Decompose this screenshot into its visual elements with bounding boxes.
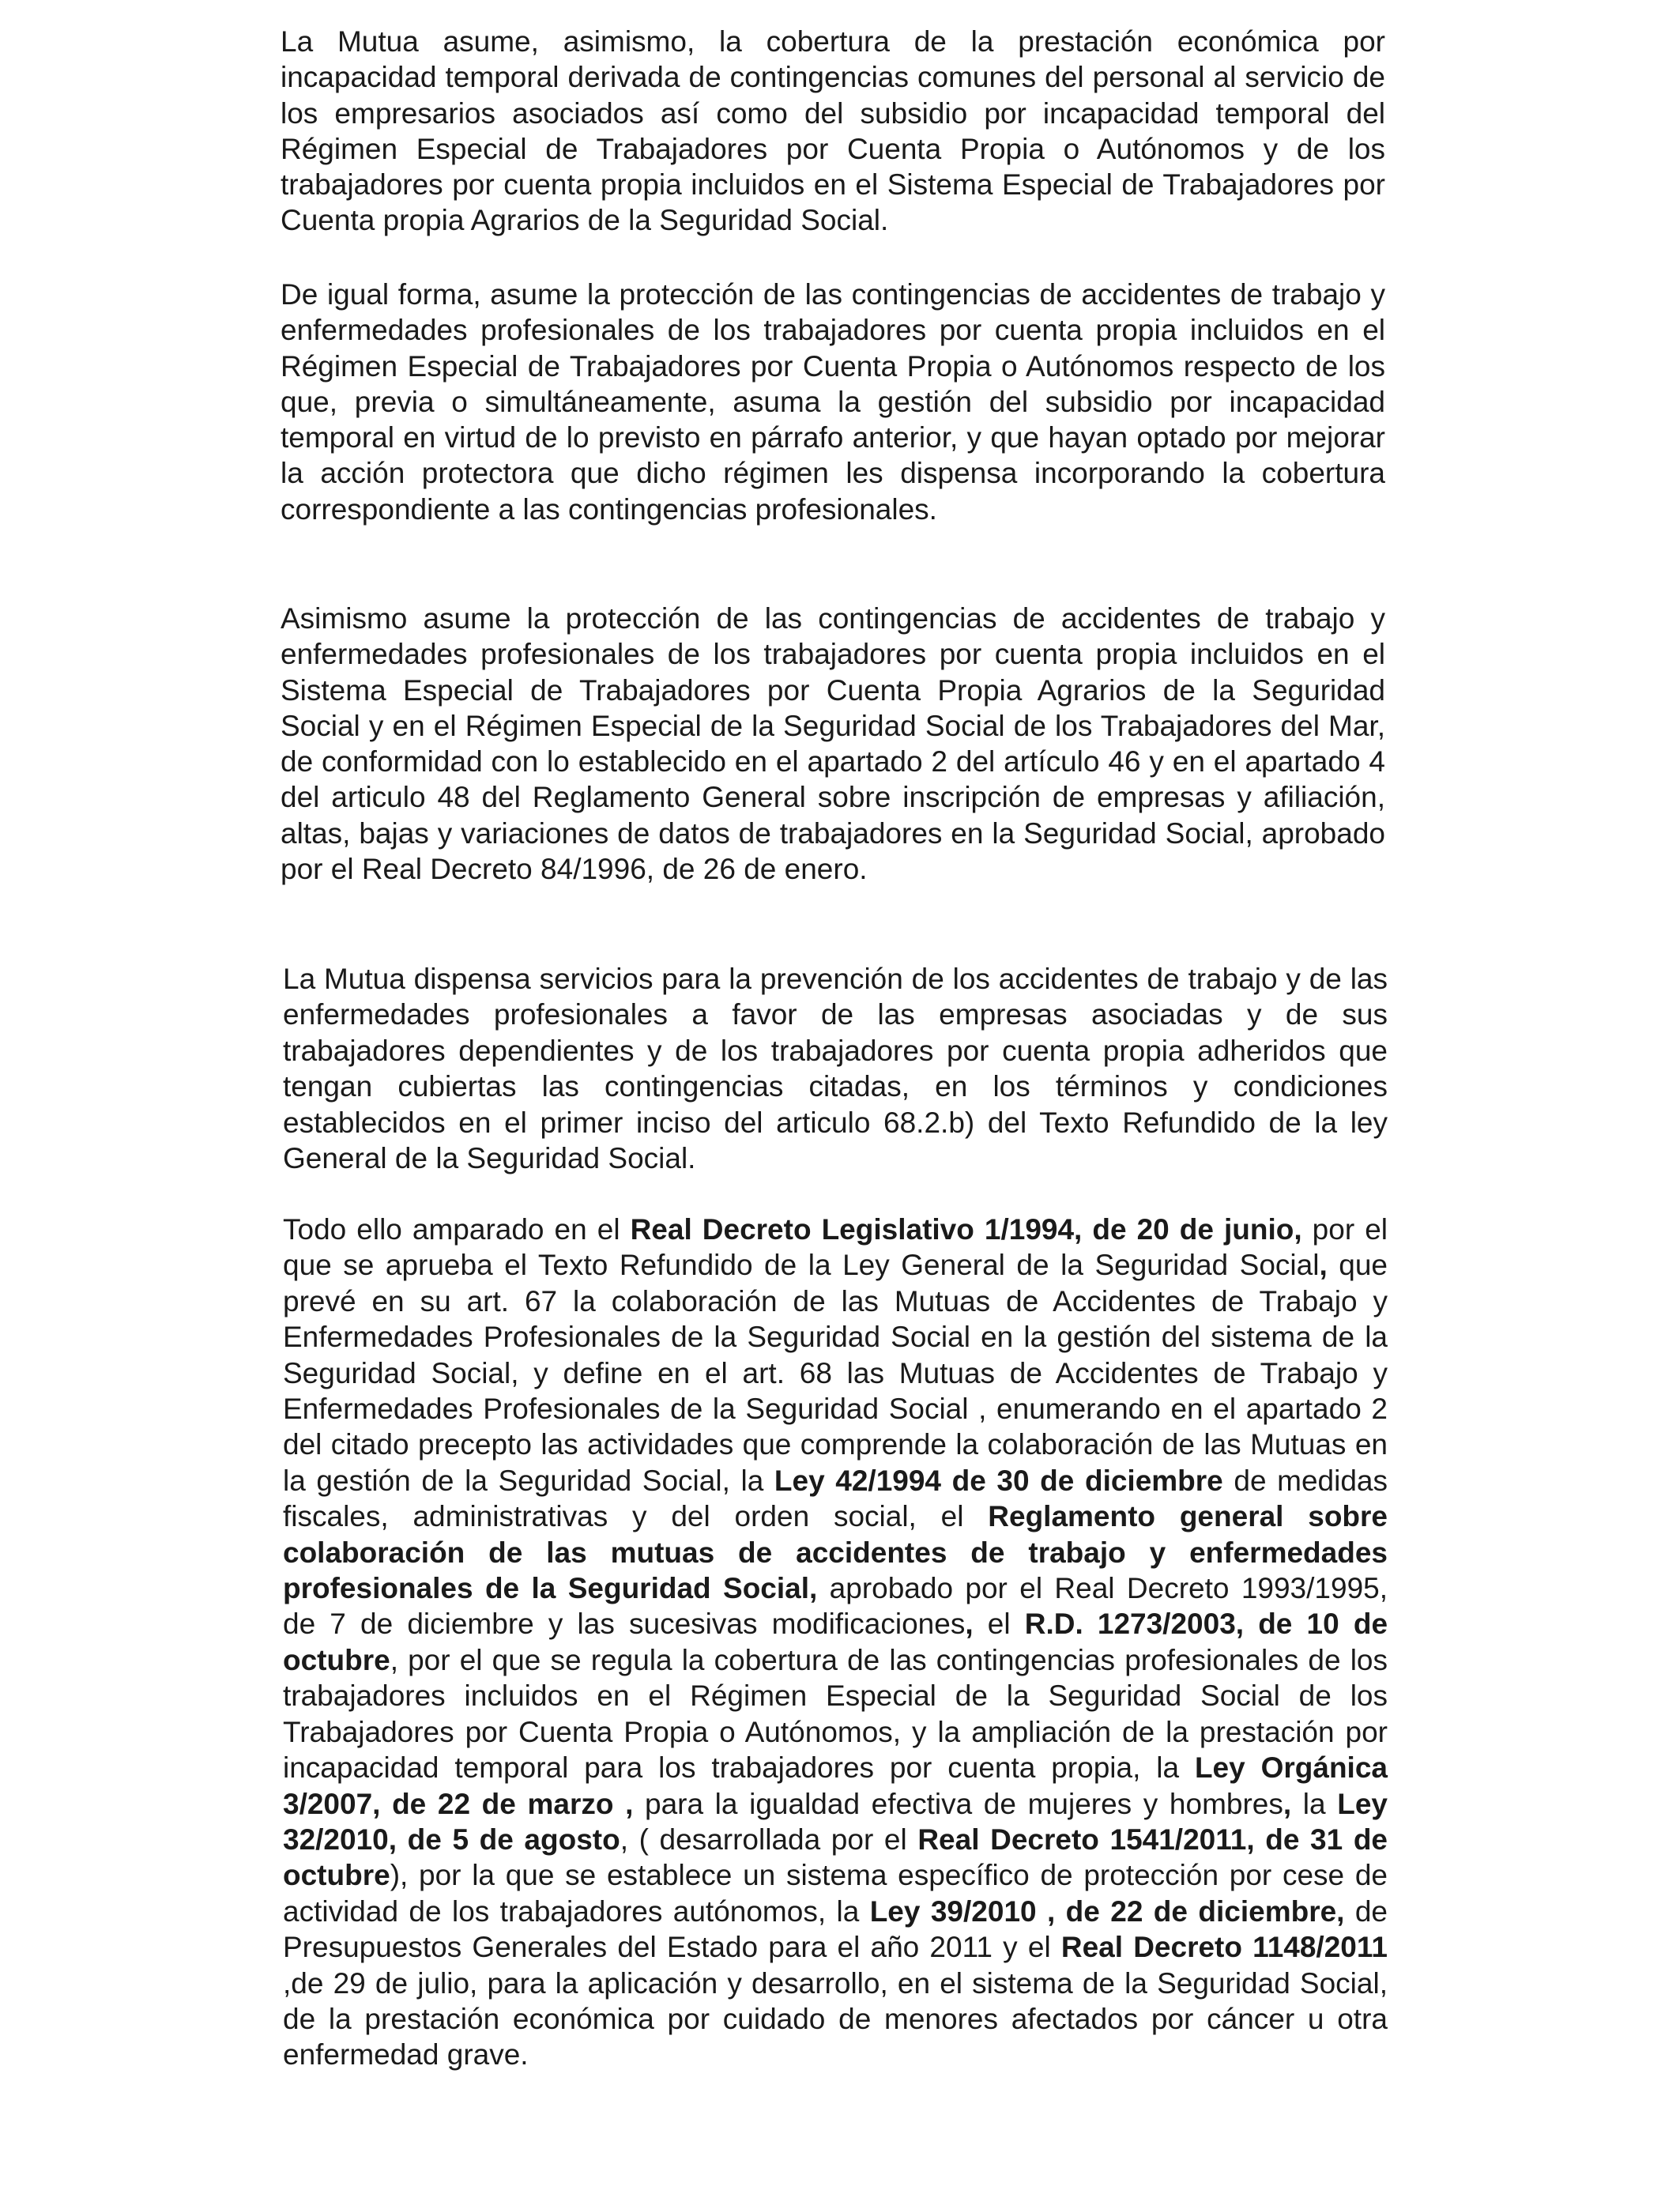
bold-text-run: Ley 39/2010 , de 22 de diciembre, <box>869 1894 1345 1928</box>
paragraph-3 <box>281 601 1385 887</box>
bold-text-run: Ley Orgánica 3/2007, de 22 de marzo , <box>283 1751 1388 1820</box>
text-run: de Presupuestos Generales del Estado para el año 2011 y el <box>283 1894 1388 1964</box>
bold-text-run: Ley 32/2010, de 5 de agosto <box>283 1787 1388 1856</box>
bold-text-run: , <box>1319 1249 1328 1282</box>
text-run: el <box>973 1608 1025 1641</box>
bold-text-run: Reglamento general sobre colaboración de las mutuas de accidentes de trabajo y enfermedades profesionales de la Seguridad Social, <box>283 1500 1388 1605</box>
text-run: por el que se aprueba el Texto Refundido de la Ley General de la Seguridad Social <box>283 1213 1388 1282</box>
text-run: La Mutua dispensa servicios para la prevención de los accidentes de trabajo y de las enfermedades profesionales a favor de las empresas asociadas y de sus trabajadores dependientes y de los trabajadores por cuenta propia adheridos que tengan cubiertas las contingencias citadas, en los términos y condiciones establecidos en el primer inciso del articulo 68.2.b) del Texto Refundido de la ley General de la Seguridad Social. <box>283 963 1388 1175</box>
text-run: Todo ello amparado en el <box>283 1213 631 1246</box>
text-run: la <box>1291 1787 1338 1820</box>
bold-text-run: Ley 42/1994 de 30 de diciembre <box>774 1464 1223 1497</box>
bold-text-run: , <box>1283 1787 1292 1820</box>
bold-text-run: Real Decreto 1148/2011 <box>1060 1931 1388 1964</box>
paragraph-4 <box>283 961 1388 1176</box>
text-run: que prevé en su art. 67 la colaboración de las Mutuas de Accidentes de Trabajo y Enfermedades Profesionales de la Seguridad Social en la gestión del sistema de la Seguridad Social, y define en el art. 68 las Mutuas de Accidentes de Trabajo y Enfermedades Profesionales de la Seguridad Social , enumerando en el apartado 2 del citado precepto las actividades que comprende la colaboración de las Mutuas en la gestión de la Seguridad Social, la <box>283 1249 1388 1497</box>
paragraph-1 <box>281 24 1385 239</box>
text-run: de medidas fiscales, administrativas y del orden social, el <box>283 1464 1388 1533</box>
text-run: ,de 29 de julio, para la aplicación y desarrollo, en el sistema de la Seguridad Social, de la prestación económica por cuidado de menores afectados por cáncer u otra enfermedad grave. <box>283 1966 1388 2071</box>
bold-text-run: Real Decreto Legislativo 1/1994, de 20 de junio, <box>630 1213 1302 1246</box>
text-run: , por el que se regula la cobertura de las contingencias profesionales de los trabajadores incluidos en el Régimen Especial de la Seguridad Social de los Trabajadores por Cuenta Propia o Autónomos, y la ampliación de la prestación por incapacidad temporal para los trabajadores por cuenta propia, la <box>283 1643 1388 1785</box>
text-run: La Mutua asume, asimismo, la cobertura de la prestación económica por incapacidad temporal derivada de contingencias comunes del personal al servicio de los empresarios asociados así como del subsidio por incapacidad temporal del Régimen Especial de Trabajadores por Cuenta Propia o Autónomos y de los trabajadores por cuenta propia incluidos en el Sistema Especial de Trabajadores por Cuenta propia Agrarios de la Seguridad Social. <box>281 25 1385 237</box>
text-run: De igual forma, asume la protección de las contingencias de accidentes de trabajo y enfermedades profesionales de los trabajadores por cuenta propia incluidos en el Régimen Especial de Trabajadores por Cuenta Propia o Autónomos respecto de los que, previa o simultáneamente, asuma la gestión del subsidio por incapacidad temporal en virtud de lo previsto en párrafo anterior, y que hayan optado por mejorar la acción protectora que dicho régimen les dispensa incorporando la cobertura correspondiente a las contingencias profesionales. <box>281 278 1385 526</box>
bold-text-run: R.D. 1273/2003, de 10 de octubre <box>283 1608 1388 1676</box>
paragraph-2 <box>281 277 1385 527</box>
paragraph-5 <box>283 1212 1388 2073</box>
text-run: ), por la que se establece un sistema específico de protección por cese de actividad de los trabajadores autónomos, la <box>283 1859 1388 1928</box>
text-run: aprobado por el Real Decreto 1993/1995, de 7 de diciembre y las sucesivas modificaciones <box>283 1572 1388 1641</box>
text-run: Asimismo asume la protección de las contingencias de accidentes de trabajo y enfermedades profesionales de los trabajadores por cuenta propia incluidos en el Sistema Especial de Trabajadores por Cuenta Propia Agrarios de la Seguridad Social y en el Régimen Especial de la Seguridad Social de los Trabajadores del Mar, de conformidad con lo establecido en el apartado 2 del artículo 46 y en el apartado 4 del articulo 48 del Reglamento General sobre inscripción de empresas y afiliación, altas, bajas y variaciones de datos de trabajadores en la Seguridad Social, aprobado por el Real Decreto 84/1996, de 26 de enero. <box>281 602 1385 886</box>
text-run: , ( desarrollada por el <box>620 1823 918 1856</box>
bold-text-run: Real Decreto 1541/2011, de 31 de octubre <box>283 1823 1388 1892</box>
bold-text-run: , <box>965 1608 974 1641</box>
text-run: para la igualdad efectiva de mujeres y hombres <box>645 1787 1283 1820</box>
